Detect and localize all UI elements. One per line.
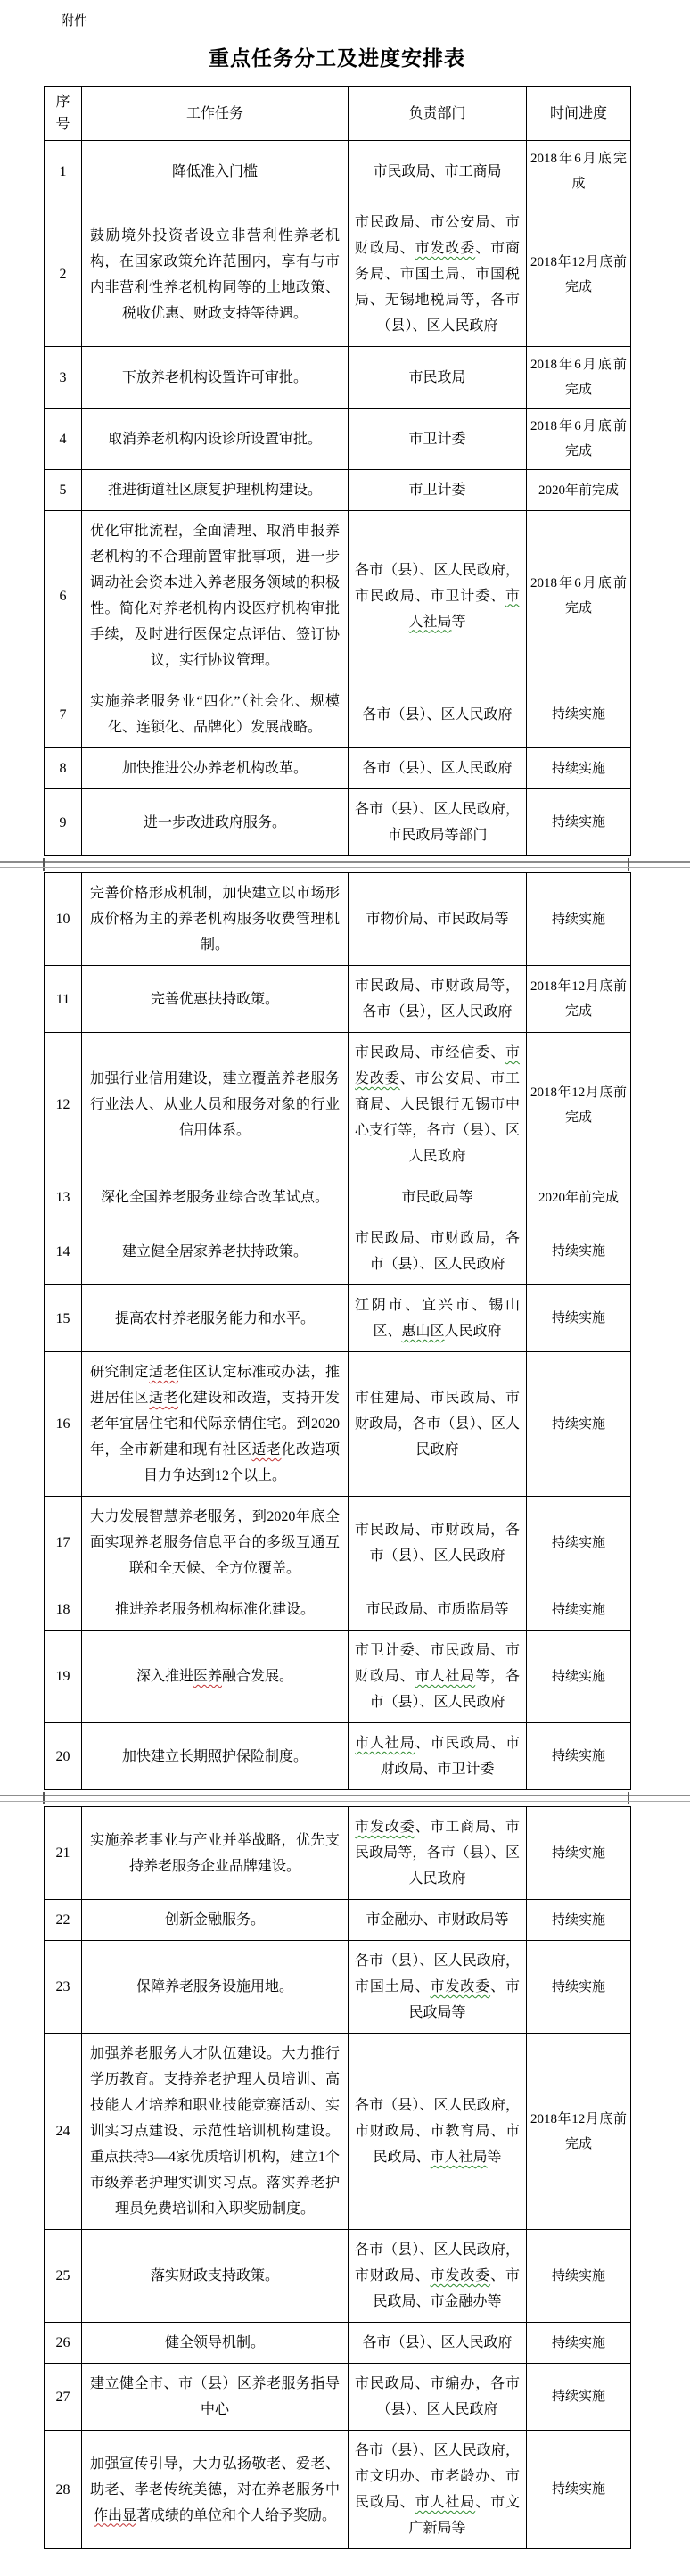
cell-text: 27 xyxy=(55,2389,70,2405)
table-row xyxy=(45,511,631,681)
cell-text: 2018年6月底前完成 xyxy=(530,576,627,615)
table-row xyxy=(45,202,631,347)
cell-task xyxy=(82,1033,349,1177)
cell-text: 7 xyxy=(59,706,67,722)
cell-dept xyxy=(349,2034,527,2230)
cell-text: 23 xyxy=(55,1979,70,1994)
header-time xyxy=(527,87,631,141)
table-row xyxy=(45,1900,631,1941)
wavy-marked-text: 适老 xyxy=(149,1365,178,1380)
cell-text: 2 xyxy=(59,267,67,282)
cell-no xyxy=(45,347,82,409)
table-row xyxy=(45,141,631,202)
cell-no xyxy=(45,2034,82,2230)
cell-text: 18 xyxy=(55,1602,70,1617)
cell-text: 各市（县）、区人民政府，市民政局等部门 xyxy=(355,802,520,843)
cell-text: 加强养老服务人才队伍建设。大力推行学历教育。支持养老护理人员培训、高技能人才培养和职业技能竞赛活动、实训实习点建设、示范性培训机构建设。重点扶持3—4家优质培训机构，建立1个市级养老护理实训实习点。落实养老护理员免费培训和入职奖励制度。 xyxy=(90,2046,341,2217)
cell-time xyxy=(527,1589,631,1631)
cell-dept xyxy=(349,748,527,789)
table-row xyxy=(45,1218,631,1285)
cell-text: 深入推进 xyxy=(136,1669,193,1684)
cell-text: 14 xyxy=(55,1243,70,1259)
wavy-marked-text: 市发改委 xyxy=(415,241,476,256)
cell-text: 各市（县）、区人民政府，市财政局、 xyxy=(355,2242,520,2283)
cell-text: 5 xyxy=(59,483,67,498)
cell-text: 持续实施 xyxy=(551,1669,605,1684)
wavy-marked-text: 适老 xyxy=(149,1391,178,1406)
wavy-marked-text: 市人社局 xyxy=(415,2495,476,2510)
cell-text: 鼓励境外投资者设立非营利性养老机构，在国家政策允许范围内，享有与市内非营利性养老机构同等的土地政策、税收优惠、财政支持等待遇。 xyxy=(90,227,340,321)
cell-dept xyxy=(349,1589,527,1631)
header-label: 序号 xyxy=(55,95,70,132)
cell-dept xyxy=(349,470,527,511)
cell-text: 持续实施 xyxy=(551,1311,605,1325)
table-row xyxy=(45,1497,631,1589)
cell-time xyxy=(527,141,631,202)
cell-text: 持续实施 xyxy=(551,2390,605,2404)
cell-text: 持续实施 xyxy=(551,1244,605,1259)
cell-text: 21 xyxy=(55,1845,70,1861)
cell-text: 、市民政局、市金融办等 xyxy=(373,2268,520,2309)
cell-time xyxy=(527,1497,631,1589)
cell-text: 、市民政局、市财政局、市卫计委 xyxy=(380,1736,520,1777)
task-schedule-table xyxy=(44,86,690,2549)
cell-task xyxy=(82,789,349,856)
cell-time xyxy=(527,1900,631,1941)
cell-task xyxy=(82,1941,349,2034)
cell-dept xyxy=(349,789,527,856)
cell-text: 15 xyxy=(55,1310,70,1326)
header-dept xyxy=(349,87,527,141)
cell-text: 持续实施 xyxy=(551,761,605,776)
cell-text: 、市商务局、市国土局、市国税局、无锡地税局等，各市（县）、区人民政府 xyxy=(355,241,520,334)
cell-text: 各市（县）、区人民政府 xyxy=(362,2335,513,2350)
cell-time xyxy=(527,789,631,856)
cell-no xyxy=(45,1033,82,1177)
cell-text: 融合发展。 xyxy=(222,1669,294,1684)
cell-task xyxy=(82,2323,349,2364)
cell-text: 持续实施 xyxy=(551,1602,605,1617)
table-row xyxy=(45,470,631,511)
header-label: 负责部门 xyxy=(408,105,466,121)
cell-no xyxy=(45,1352,82,1497)
cell-dept xyxy=(349,1941,527,2034)
cell-text: 持续实施 xyxy=(551,1749,605,1763)
cell-text: 创新金融服务。 xyxy=(164,1912,265,1928)
cell-text: 健全领导机制。 xyxy=(164,2335,265,2350)
header-label: 时间进度 xyxy=(549,105,607,121)
cell-task xyxy=(82,1631,349,1723)
cell-dept xyxy=(349,1900,527,1941)
cell-dept xyxy=(349,409,527,470)
table-row xyxy=(45,1285,631,1352)
cell-text: 11 xyxy=(55,991,70,1007)
cell-no xyxy=(45,1177,82,1218)
header-label: 工作任务 xyxy=(185,105,243,121)
cell-text: 17 xyxy=(55,1535,70,1550)
cell-no xyxy=(45,1723,82,1790)
cell-text: 持续实施 xyxy=(551,1979,605,1994)
cell-text: 24 xyxy=(55,2124,70,2139)
cell-text: 市卫计委 xyxy=(408,431,466,447)
cell-text: 等 xyxy=(451,614,466,630)
cell-no xyxy=(45,1218,82,1285)
cell-task xyxy=(82,409,349,470)
cell-text: 建立健全居家养老扶持政策。 xyxy=(121,1243,308,1259)
cell-text: 2018年12月底前完成 xyxy=(530,2111,627,2151)
cell-text: 持续实施 xyxy=(551,815,605,830)
cell-time xyxy=(527,2431,631,2549)
table-row xyxy=(45,1631,631,1723)
cell-text: 市民政局、市财政局，各市（县）、区人民政府 xyxy=(355,1522,520,1564)
cell-text: 等，各市（县）、区人民政府 xyxy=(369,1669,520,1710)
table-row xyxy=(45,681,631,748)
wavy-marked-text: 惠山区 xyxy=(401,1324,445,1339)
cell-task xyxy=(82,966,349,1033)
cell-text: 1 xyxy=(59,163,67,179)
cell-no xyxy=(45,1589,82,1631)
cell-dept xyxy=(349,202,527,347)
cell-time xyxy=(527,2323,631,2364)
table-row xyxy=(45,1807,631,1900)
page-title: 重点任务分工及进度安排表 xyxy=(209,46,465,70)
cell-no xyxy=(45,1900,82,1941)
cell-no xyxy=(45,1285,82,1352)
cell-text: 市卫计委、市民政局、市财政局、 xyxy=(355,1643,520,1684)
cell-text: 各市（县）、区人民政府，市国土局、 xyxy=(355,1953,520,1994)
cell-time xyxy=(527,1033,631,1177)
cell-text: 市民政局、市工商局 xyxy=(373,163,502,179)
cell-no xyxy=(45,511,82,681)
cell-text: 人民政府 xyxy=(444,1324,502,1339)
cell-text: 6 xyxy=(59,588,67,604)
cell-text: 各市（县）、区人民政府，市民政局、市卫计委、 xyxy=(355,562,520,604)
cell-text: 持续实施 xyxy=(551,1416,605,1432)
cell-text: 10 xyxy=(55,912,70,927)
cell-dept xyxy=(349,1177,527,1218)
header-task xyxy=(82,87,349,141)
page-break-tick xyxy=(628,1792,629,1804)
cell-no xyxy=(45,202,82,347)
cell-text: 实施养老服务业“四化”（社会化、规模化、连锁化、品牌化）发展战略。 xyxy=(90,694,340,735)
cell-task xyxy=(82,1900,349,1941)
header-no xyxy=(45,87,82,141)
cell-task xyxy=(82,873,349,966)
cell-text: 市物价局、市民政局等 xyxy=(366,912,509,927)
cell-dept xyxy=(349,873,527,966)
cell-task xyxy=(82,1723,349,1790)
cell-text: 市民政局、市经信委、 xyxy=(355,1045,505,1061)
cell-time xyxy=(527,347,631,409)
cell-task xyxy=(82,141,349,202)
page-break-tick xyxy=(43,858,45,871)
cell-text: 2018年12月底前完成 xyxy=(530,979,627,1019)
wavy-marked-text: 医养 xyxy=(193,1669,222,1684)
cell-text: 16 xyxy=(55,1416,70,1432)
cell-text: 市民政局、市质监局等 xyxy=(366,1602,509,1617)
cell-dept xyxy=(349,1807,527,1900)
cell-text: 等 xyxy=(487,2150,502,2165)
cell-text: 2018年6月底前完成 xyxy=(530,419,627,458)
table-row xyxy=(45,1723,631,1790)
cell-text: 市住建局、市民政局、市财政局，各市（县）、区人民政府 xyxy=(355,1391,520,1457)
cell-text: 持续实施 xyxy=(551,707,605,722)
table-row xyxy=(45,1589,631,1631)
wavy-marked-text: 适老 xyxy=(251,1442,282,1457)
cell-text: 进一步改进政府服务。 xyxy=(143,814,286,830)
cell-text: 持续实施 xyxy=(551,2268,605,2283)
cell-no xyxy=(45,681,82,748)
cell-text: 化改造项目力争达到12个以上。 xyxy=(143,1442,340,1483)
cell-no xyxy=(45,409,82,470)
cell-text: 、市文广新局等 xyxy=(408,2495,520,2536)
cell-text: 、市公安局、市工商局、人民银行无锡市中心支行等，各市（县）、区人民政府 xyxy=(355,1071,520,1164)
cell-dept xyxy=(349,1285,527,1352)
cell-no xyxy=(45,873,82,966)
cell-time xyxy=(527,409,631,470)
cell-text: 完善价格形成机制，加快建立以市场形成价格为主的养老机构服务收费管理机制。 xyxy=(90,886,340,953)
cell-no xyxy=(45,1807,82,1900)
table-row xyxy=(45,2034,631,2230)
cell-dept xyxy=(349,2431,527,2549)
cell-text: 2018年6月底完成 xyxy=(530,152,627,191)
table-row xyxy=(45,2364,631,2431)
cell-time xyxy=(527,966,631,1033)
table-row xyxy=(45,748,631,789)
cell-task xyxy=(82,1177,349,1218)
cell-task xyxy=(82,748,349,789)
page-break-separator xyxy=(0,856,690,872)
cell-task xyxy=(82,1589,349,1631)
cell-text: 市民政局、市财政局等，各市（县），区人民政府 xyxy=(355,978,520,1020)
cell-no xyxy=(45,2323,82,2364)
cell-dept xyxy=(349,1631,527,1723)
table-row xyxy=(45,1177,631,1218)
cell-text: 19 xyxy=(55,1669,70,1684)
cell-time xyxy=(527,1807,631,1900)
cell-time xyxy=(527,1218,631,1285)
wavy-marked-text: 市发改委 xyxy=(430,1979,491,1994)
cell-dept xyxy=(349,1352,527,1497)
wavy-marked-text: 作出显 xyxy=(93,2507,136,2523)
wavy-marked-text: 市人社局 xyxy=(430,2150,488,2165)
cell-no xyxy=(45,966,82,1033)
cell-text: 2018年12月底前完成 xyxy=(530,254,627,294)
cell-text: 市民政局、市编办，各市（县）、区人民政府 xyxy=(355,2376,520,2417)
cell-time xyxy=(527,202,631,347)
cell-text: 市民政局等 xyxy=(401,1190,473,1205)
table-row xyxy=(45,966,631,1033)
cell-text: 26 xyxy=(55,2335,70,2350)
cell-text: 各市（县）、区人民政府 xyxy=(362,761,513,776)
cell-time xyxy=(527,2364,631,2431)
cell-text: 加快建立长期照护保险制度。 xyxy=(121,1748,308,1764)
cell-text: 、市工商局、市民政局等，各市（县）、区人民政府 xyxy=(355,1820,520,1887)
cell-text: 市民政局、市公安局、市财政局、 xyxy=(355,215,520,256)
cell-text: 持续实施 xyxy=(551,2482,605,2497)
schedule-table-segment xyxy=(44,86,631,856)
cell-text: 2020年前完成 xyxy=(538,1190,619,1205)
cell-text: 持续实施 xyxy=(551,2335,605,2350)
cell-text: 取消养老机构内设诊所设置审批。 xyxy=(107,431,322,447)
cell-text: 加强行业信用建设，建立覆盖养老服务行业法人、从业人员和服务对象的行业信用体系。 xyxy=(90,1071,340,1138)
cell-no xyxy=(45,748,82,789)
cell-task xyxy=(82,347,349,409)
table-row xyxy=(45,1941,631,2034)
cell-text: 3 xyxy=(59,369,67,385)
cell-text: 持续实施 xyxy=(551,1845,605,1861)
cell-text: 、市民政局等 xyxy=(408,1979,520,2020)
cell-dept xyxy=(349,1218,527,1285)
cell-text: 推进街道社区康复护理机构建设。 xyxy=(107,483,322,498)
cell-dept xyxy=(349,681,527,748)
schedule-table-segment xyxy=(44,1806,631,2549)
cell-time xyxy=(527,1177,631,1218)
cell-text: 市民政局 xyxy=(408,369,466,385)
cell-text: 著成绩的单位和个人给予奖励。 xyxy=(136,2507,337,2523)
cell-task xyxy=(82,2431,349,2549)
cell-text: 完善优惠扶持政策。 xyxy=(150,991,279,1007)
cell-task xyxy=(82,511,349,681)
cell-text: 研究制定 xyxy=(90,1365,149,1380)
cell-dept xyxy=(349,141,527,202)
cell-time xyxy=(527,1941,631,2034)
cell-text: 推进养老服务机构标准化建设。 xyxy=(114,1602,315,1617)
header-row xyxy=(45,87,631,141)
cell-text: 2018年12月底前完成 xyxy=(530,1085,627,1125)
cell-text: 2018年6月底前完成 xyxy=(530,358,627,397)
cell-task xyxy=(82,1807,349,1900)
cell-text: 各市（县）、区人民政府，市财政局、市教育局、市民政局、 xyxy=(355,2098,520,2165)
cell-text: 持续实施 xyxy=(551,1535,605,1550)
cell-task xyxy=(82,2034,349,2230)
cell-text: 20 xyxy=(55,1748,70,1764)
wavy-marked-text: 市发改委 xyxy=(355,1045,520,1086)
wavy-marked-text: 市人社局 xyxy=(355,1736,415,1751)
cell-dept xyxy=(349,1497,527,1589)
cell-time xyxy=(527,873,631,966)
cell-task xyxy=(82,2364,349,2431)
cell-text: 4 xyxy=(59,431,67,447)
cell-text: 落实财政支持政策。 xyxy=(150,2268,279,2283)
wavy-marked-text: 市人社局 xyxy=(415,1669,476,1684)
cell-text: 9 xyxy=(59,814,67,830)
cell-text: 22 xyxy=(55,1912,70,1928)
cell-text: 加强宣传引导，大力弘扬敬老、爱老、助老、孝老传统美德，对在养老服务中 xyxy=(90,2456,340,2498)
page-break-tick xyxy=(628,858,629,871)
cell-text: 市金融办、市财政局等 xyxy=(366,1912,509,1928)
cell-text: 提高农村养老服务能力和水平。 xyxy=(114,1310,315,1326)
cell-text: 保障养老服务设施用地。 xyxy=(136,1979,293,1994)
cell-dept xyxy=(349,1723,527,1790)
cell-time xyxy=(527,2034,631,2230)
cell-text: 下放养老机构设置许可审批。 xyxy=(121,369,308,385)
cell-time xyxy=(527,748,631,789)
wavy-marked-text: 市发改委 xyxy=(355,1820,415,1835)
cell-text: 28 xyxy=(55,2481,70,2498)
table-row xyxy=(45,347,631,409)
cell-text: 降低准入门槛 xyxy=(171,163,258,179)
cell-text: 25 xyxy=(55,2268,70,2283)
cell-text: 8 xyxy=(59,761,67,776)
cell-task xyxy=(82,202,349,347)
cell-text: 化建设和改造，支持开发老年宜居住宅和代际亲情住宅。到2020年，全市新建和现有社区 xyxy=(90,1391,340,1457)
cell-text: 2020年前完成 xyxy=(538,483,619,498)
cell-text: 各市（县）、区人民政府，市文明办、市老龄办、市民政局、 xyxy=(355,2443,520,2510)
table-row xyxy=(45,1033,631,1177)
cell-task xyxy=(82,1218,349,1285)
cell-dept xyxy=(349,511,527,681)
cell-text: 深化全国养老服务业综合改革试点。 xyxy=(100,1190,329,1205)
cell-time xyxy=(527,470,631,511)
cell-time xyxy=(527,1723,631,1790)
cell-text: 13 xyxy=(55,1190,70,1205)
table-row xyxy=(45,1352,631,1497)
cell-no xyxy=(45,470,82,511)
cell-task xyxy=(82,1352,349,1497)
cell-no xyxy=(45,789,82,856)
cell-text: 实施养老事业与产业并举战略，优先支持养老服务企业品牌建设。 xyxy=(90,1832,340,1874)
cell-time xyxy=(527,681,631,748)
cell-dept xyxy=(349,2364,527,2431)
cell-text: 江阴市、宜兴市、锡山区、 xyxy=(355,1298,520,1339)
cell-text: 各市（县）、区人民政府 xyxy=(362,706,513,722)
cell-task xyxy=(82,1285,349,1352)
cell-text: 持续实施 xyxy=(551,1912,605,1928)
cell-no xyxy=(45,1497,82,1589)
cell-no xyxy=(45,1941,82,2034)
cell-text: 优化审批流程，全面清理、取消申报养老机构的不合理前置审批事项，进一步调动社会资本进入养老服务领域的积极性。简化对养老机构内设医疗机构审批手续，及时进行医保定点评估、签订协议，实行协议管理。 xyxy=(90,524,340,668)
page-break-tick xyxy=(43,1792,45,1804)
table-row xyxy=(45,2323,631,2364)
table-row xyxy=(45,2431,631,2549)
cell-text: 住区认定标准或办法，推进居住区 xyxy=(90,1365,340,1406)
cell-text: 市卫计委 xyxy=(408,483,466,498)
table-row xyxy=(45,873,631,966)
cell-dept xyxy=(349,347,527,409)
cell-no xyxy=(45,1631,82,1723)
cell-time xyxy=(527,1631,631,1723)
cell-text: 加快推进公办养老机构改革。 xyxy=(121,761,308,776)
cell-text: 12 xyxy=(55,1097,70,1112)
cell-text: 持续实施 xyxy=(551,912,605,927)
cell-no xyxy=(45,2431,82,2549)
cell-task xyxy=(82,681,349,748)
wavy-marked-text: 市人社局 xyxy=(408,588,520,630)
cell-time xyxy=(527,1352,631,1497)
cell-text: 大力发展智慧养老服务，到2020年底全面实现养老服务信息平台的多级互通互联和全天候、全方位覆盖。 xyxy=(90,1509,340,1576)
cell-task xyxy=(82,1497,349,1589)
cell-text: 建立健全市、市（县）区养老服务指导中心 xyxy=(90,2376,340,2417)
page-break-separator xyxy=(0,1790,690,1806)
cell-dept xyxy=(349,966,527,1033)
cell-time xyxy=(527,1285,631,1352)
wavy-marked-text: 市发改委 xyxy=(430,2268,491,2283)
cell-no xyxy=(45,2364,82,2431)
schedule-table-segment xyxy=(44,872,631,1790)
cell-time xyxy=(527,511,631,681)
table-row xyxy=(45,409,631,470)
attachment-label: 附件 xyxy=(61,14,88,29)
cell-no xyxy=(45,141,82,202)
cell-task xyxy=(82,470,349,511)
cell-dept xyxy=(349,2323,527,2364)
cell-text: 市民政局、市财政局，各市（县）、区人民政府 xyxy=(355,1231,520,1272)
cell-dept xyxy=(349,1033,527,1177)
table-row xyxy=(45,789,631,856)
